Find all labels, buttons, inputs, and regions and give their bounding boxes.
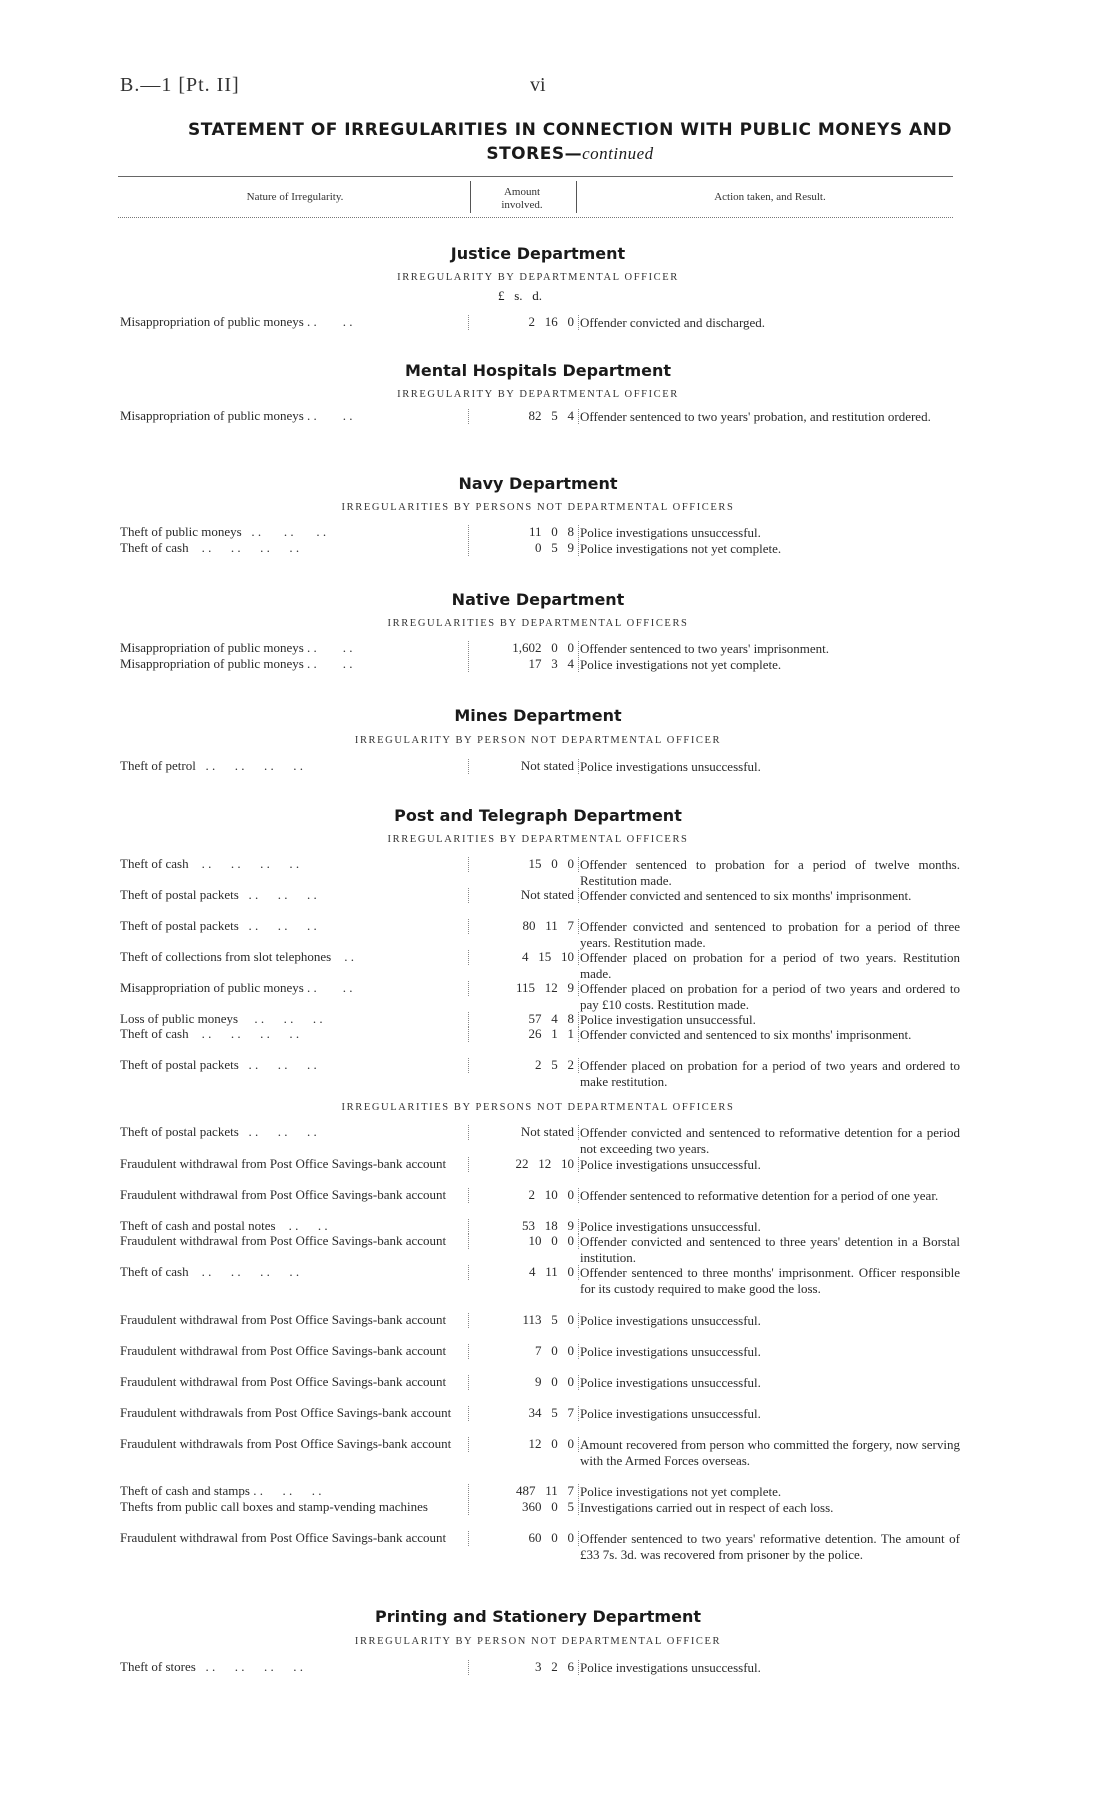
column-divider [578, 541, 579, 556]
department-heading: Native Department [451, 590, 625, 609]
amount-involved: 80 11 7 [522, 918, 574, 933]
irregularity-nature: Theft of cash . . . . . . . . [120, 856, 300, 871]
amount-involved: 487 11 7 [515, 1483, 574, 1498]
column-divider [578, 1660, 579, 1675]
column-divider [578, 641, 579, 656]
irregularity-subheading: IRREGULARITIES BY PERSONS NOT DEPARTMENTAL OFFICERS [341, 1102, 735, 1113]
column-divider [468, 409, 469, 424]
action-taken: Police investigations unsuccessful. [580, 1219, 761, 1234]
action-taken: Offender convicted and sentenced to six months' imprisonment. [580, 888, 912, 903]
amount-involved: 113 5 0 [522, 1312, 574, 1327]
action-taken: Amount recovered from person who committed the forgery, now serving with the Armed Forces overseas. [580, 1437, 960, 1468]
irregularity-nature: Fraudulent withdrawals from Post Office Savings-bank account [120, 1436, 452, 1451]
action-taken: Police investigations unsuccessful. [580, 1406, 761, 1421]
amount-involved: 1,602 0 0 [512, 640, 574, 655]
column-divider [578, 1012, 579, 1027]
running-head: B.—1 [Pt. II] [120, 74, 240, 96]
amount-involved: 60 0 0 [528, 1530, 574, 1545]
column-divider [578, 1188, 579, 1203]
amount-involved: 57 4 8 [528, 1011, 574, 1026]
column-divider [578, 857, 579, 872]
column-divider [468, 1500, 469, 1515]
column-divider [468, 1219, 469, 1234]
column-divider [468, 1660, 469, 1675]
column-divider [578, 1344, 579, 1359]
column-divider [576, 181, 577, 213]
amount-involved: 2 16 0 [528, 314, 574, 329]
action-taken: Police investigations not yet complete. [580, 541, 782, 556]
column-divider [468, 1531, 469, 1546]
column-divider [468, 541, 469, 556]
column-divider [468, 1265, 469, 1280]
column-divider [468, 1188, 469, 1203]
action-taken: Offender sentenced to two years' imprisonment. [580, 641, 830, 656]
department-heading: Mental Hospitals Department [404, 361, 671, 380]
amount-involved: 115 12 9 [515, 980, 574, 995]
amount-involved: 26 1 1 [528, 1026, 574, 1041]
action-taken: Offender convicted and sentenced to six months' imprisonment. [580, 1027, 912, 1042]
irregularity-nature: Theft of cash . . . . . . . . [120, 1026, 300, 1041]
irregularity-nature: Fraudulent withdrawal from Post Office Savings-bank account [120, 1187, 447, 1202]
amount-involved: 2 5 2 [535, 1057, 574, 1072]
irregularity-nature: Theft of petrol . . . . . . . . [120, 758, 304, 773]
column-divider [468, 315, 469, 330]
column-divider [578, 1265, 579, 1280]
amount-involved: 10 0 0 [528, 1233, 574, 1248]
column-divider [468, 1012, 469, 1027]
page-number: vi [530, 74, 546, 96]
irregularity-nature: Fraudulent withdrawals from Post Office Savings-bank account [120, 1405, 452, 1420]
column-header-amount-line1: Amount [503, 186, 541, 198]
action-taken: Police investigations unsuccessful. [580, 1660, 761, 1675]
column-header-action: Action taken, and Result. [714, 191, 826, 203]
irregularity-nature: Misappropriation of public moneys . . . . [120, 314, 353, 329]
currency-header: £ s. d. [498, 288, 543, 303]
column-divider [578, 409, 579, 424]
amount-involved: Not stated [520, 887, 574, 902]
column-divider [468, 1344, 469, 1359]
title-line-1: STATEMENT OF IRREGULARITIES IN CONNECTION WITH PUBLIC MONEYS AND [187, 120, 953, 140]
irregularity-subheading: IRREGULARITIES BY DEPARTMENTAL OFFICERS [387, 834, 689, 845]
column-divider [578, 1531, 579, 1546]
column-divider [578, 1234, 579, 1249]
irregularity-nature: Fraudulent withdrawal from Post Office Savings-bank account [120, 1233, 447, 1248]
irregularity-nature: Theft of stores . . . . . . . . [120, 1659, 304, 1674]
irregularity-nature: Fraudulent withdrawal from Post Office Savings-bank account [120, 1530, 447, 1545]
column-divider [468, 1027, 469, 1042]
amount-involved: 7 0 0 [535, 1343, 574, 1358]
action-taken: Offender sentenced to three months' imprisonment. Officer responsible for its custody required to make good the loss. [580, 1265, 960, 1296]
amount-involved: 11 0 8 [528, 524, 574, 539]
column-divider [578, 950, 579, 965]
column-divider [578, 1058, 579, 1073]
amount-involved: 4 11 0 [528, 1264, 574, 1279]
irregularity-nature: Theft of postal packets . . . . . . [120, 887, 317, 902]
amount-involved: Not stated [520, 1124, 574, 1139]
action-taken: Police investigations unsuccessful. [580, 1157, 761, 1172]
irregularity-nature: Theft of postal packets . . . . . . [120, 918, 317, 933]
action-taken: Offender sentenced to two years' reformative detention. The amount of £33 7s. 3d. was recovered from prisoner by the police. [580, 1531, 960, 1562]
irregularity-nature: Theft of collections from slot telephones . . [120, 949, 354, 964]
title-line-2 [120, 142, 1020, 166]
irregularity-subheading: IRREGULARITIES BY DEPARTMENTAL OFFICERS [387, 618, 689, 629]
action-taken: Offender placed on probation for a period of two years and ordered to make restitution. [580, 1058, 960, 1089]
irregularity-nature: Fraudulent withdrawal from Post Office Savings-bank account [120, 1156, 447, 1171]
amount-involved: 360 0 5 [522, 1499, 574, 1514]
action-taken: Police investigations unsuccessful. [580, 1313, 761, 1328]
action-taken: Offender convicted and discharged. [580, 315, 766, 330]
column-divider [468, 525, 469, 540]
irregularity-nature: Loss of public moneys . . . . . . [120, 1011, 323, 1026]
department-heading: Mines Department [454, 706, 622, 725]
amount-involved: 34 5 7 [528, 1405, 574, 1420]
department-heading: Post and Telegraph Department [394, 806, 682, 825]
irregularity-nature: Theft of postal packets . . . . . . [120, 1057, 317, 1072]
table-header-rule-top [118, 176, 953, 177]
action-taken: Offender sentenced to reformative detention for a period of one year. [580, 1188, 939, 1203]
column-divider [468, 641, 469, 656]
action-taken: Police investigations unsuccessful. [580, 1344, 761, 1359]
column-divider [468, 1313, 469, 1328]
action-taken: Offender sentenced to two years' probation, and restitution ordered. [580, 409, 931, 424]
page-title [120, 118, 1020, 166]
column-divider [578, 1219, 579, 1234]
amount-involved: 12 0 0 [528, 1436, 574, 1451]
amount-involved: 17 3 4 [528, 656, 574, 671]
irregularity-nature: Theft of cash . . . . . . . . [120, 1264, 300, 1279]
department-heading: Navy Department [458, 474, 618, 493]
irregularity-nature: Theft of cash and postal notes . . . . [120, 1218, 328, 1233]
column-divider [468, 1375, 469, 1390]
action-taken: Police investigation unsuccessful. [580, 1012, 756, 1027]
department-heading: Printing and Stationery Department [375, 1607, 701, 1626]
column-divider [470, 181, 471, 213]
column-divider [468, 1484, 469, 1499]
table-header-rule-bottom [118, 217, 953, 218]
column-divider [578, 525, 579, 540]
action-taken: Police investigations unsuccessful. [580, 1375, 761, 1390]
action-taken: Police investigations not yet complete. [580, 1484, 782, 1499]
column-divider [468, 888, 469, 903]
column-divider [468, 919, 469, 934]
column-header-amount-line2: involved. [501, 199, 543, 211]
column-divider [578, 1500, 579, 1515]
amount-involved: 9 0 0 [535, 1374, 574, 1389]
column-divider [468, 981, 469, 996]
amount-involved: 2 10 0 [528, 1187, 574, 1202]
irregularity-nature: Theft of postal packets . . . . . . [120, 1124, 317, 1139]
irregularity-nature: Fraudulent withdrawal from Post Office Savings-bank account [120, 1374, 447, 1389]
irregularity-nature: Theft of cash and stamps . . . . . . [120, 1483, 322, 1498]
column-divider [468, 857, 469, 872]
action-taken: Police investigations not yet complete. [580, 657, 782, 672]
irregularity-nature: Theft of cash . . . . . . . . [120, 540, 300, 555]
irregularity-subheading: IRREGULARITY BY DEPARTMENTAL OFFICER [397, 389, 679, 400]
irregularity-nature: Misappropriation of public moneys . . . . [120, 980, 353, 995]
title-continued: continued [582, 144, 654, 163]
column-divider [578, 888, 579, 903]
column-divider [578, 1484, 579, 1499]
column-divider [468, 1406, 469, 1421]
column-divider [578, 1125, 579, 1140]
column-divider [578, 759, 579, 774]
column-divider [578, 315, 579, 330]
column-divider [578, 919, 579, 934]
irregularity-nature: Misappropriation of public moneys . . . . [120, 408, 353, 423]
irregularity-nature: Misappropriation of public moneys . . . . [120, 656, 353, 671]
action-taken: Police investigations unsuccessful. [580, 759, 761, 774]
amount-involved: 4 15 10 [522, 949, 574, 964]
column-divider [578, 1406, 579, 1421]
column-divider [468, 1234, 469, 1249]
column-divider [468, 657, 469, 672]
amount-involved: 82 5 4 [528, 408, 574, 423]
amount-involved: 3 2 6 [535, 1659, 574, 1674]
action-taken: Investigations carried out in respect of each loss. [580, 1500, 834, 1515]
column-divider [578, 1157, 579, 1172]
column-divider [468, 1437, 469, 1452]
action-taken: Offender convicted and sentenced to three years' detention in a Borstal institution. [580, 1234, 960, 1265]
irregularity-nature: Fraudulent withdrawal from Post Office Savings-bank account [120, 1312, 447, 1327]
irregularity-subheading: IRREGULARITIES BY PERSONS NOT DEPARTMENTAL OFFICERS [341, 502, 735, 513]
column-divider [578, 1437, 579, 1452]
amount-involved: Not stated [520, 758, 574, 773]
irregularity-subheading: IRREGULARITY BY DEPARTMENTAL OFFICER [397, 272, 679, 283]
column-divider [578, 981, 579, 996]
irregularity-nature: Misappropriation of public moneys . . . . [120, 640, 353, 655]
irregularity-subheading: IRREGULARITY BY PERSON NOT DEPARTMENTAL OFFICER [354, 735, 722, 746]
column-divider [578, 1027, 579, 1042]
title-line-2-text: STORES— [486, 144, 583, 164]
irregularity-nature: Thefts from public call boxes and stamp-vending machines [120, 1499, 428, 1514]
column-header-nature: Nature of Irregularity. [246, 191, 344, 203]
column-divider [468, 950, 469, 965]
column-divider [468, 1058, 469, 1073]
action-taken: Police investigations unsuccessful. [580, 525, 761, 540]
department-heading: Justice Department [450, 244, 626, 263]
column-divider [468, 759, 469, 774]
action-taken: Offender placed on probation for a period of two years. Restitution made. [580, 950, 960, 981]
action-taken: Offender placed on probation for a period of two years and ordered to pay £10 costs. Restitution made. [580, 981, 960, 1012]
column-header-amount [472, 186, 572, 212]
action-taken: Offender convicted and sentenced to reformative detention for a period not exceeding two years. [580, 1125, 960, 1156]
column-divider [578, 1313, 579, 1328]
amount-involved: 0 5 9 [535, 540, 574, 555]
column-divider [578, 1375, 579, 1390]
irregularity-nature: Fraudulent withdrawal from Post Office Savings-bank account [120, 1343, 447, 1358]
amount-involved: 15 0 0 [528, 856, 574, 871]
irregularity-subheading: IRREGULARITY BY PERSON NOT DEPARTMENTAL OFFICER [354, 1636, 722, 1647]
amount-involved: 22 12 10 [515, 1156, 574, 1171]
column-divider [468, 1125, 469, 1140]
action-taken: Offender sentenced to probation for a period of twelve months. Restitution made. [580, 857, 960, 888]
column-divider [468, 1157, 469, 1172]
irregularity-nature: Theft of public moneys . . . . . . [120, 524, 327, 539]
amount-involved: 53 18 9 [522, 1218, 574, 1233]
column-divider [578, 657, 579, 672]
action-taken: Offender convicted and sentenced to probation for a period of three years. Restitution made. [580, 919, 960, 950]
